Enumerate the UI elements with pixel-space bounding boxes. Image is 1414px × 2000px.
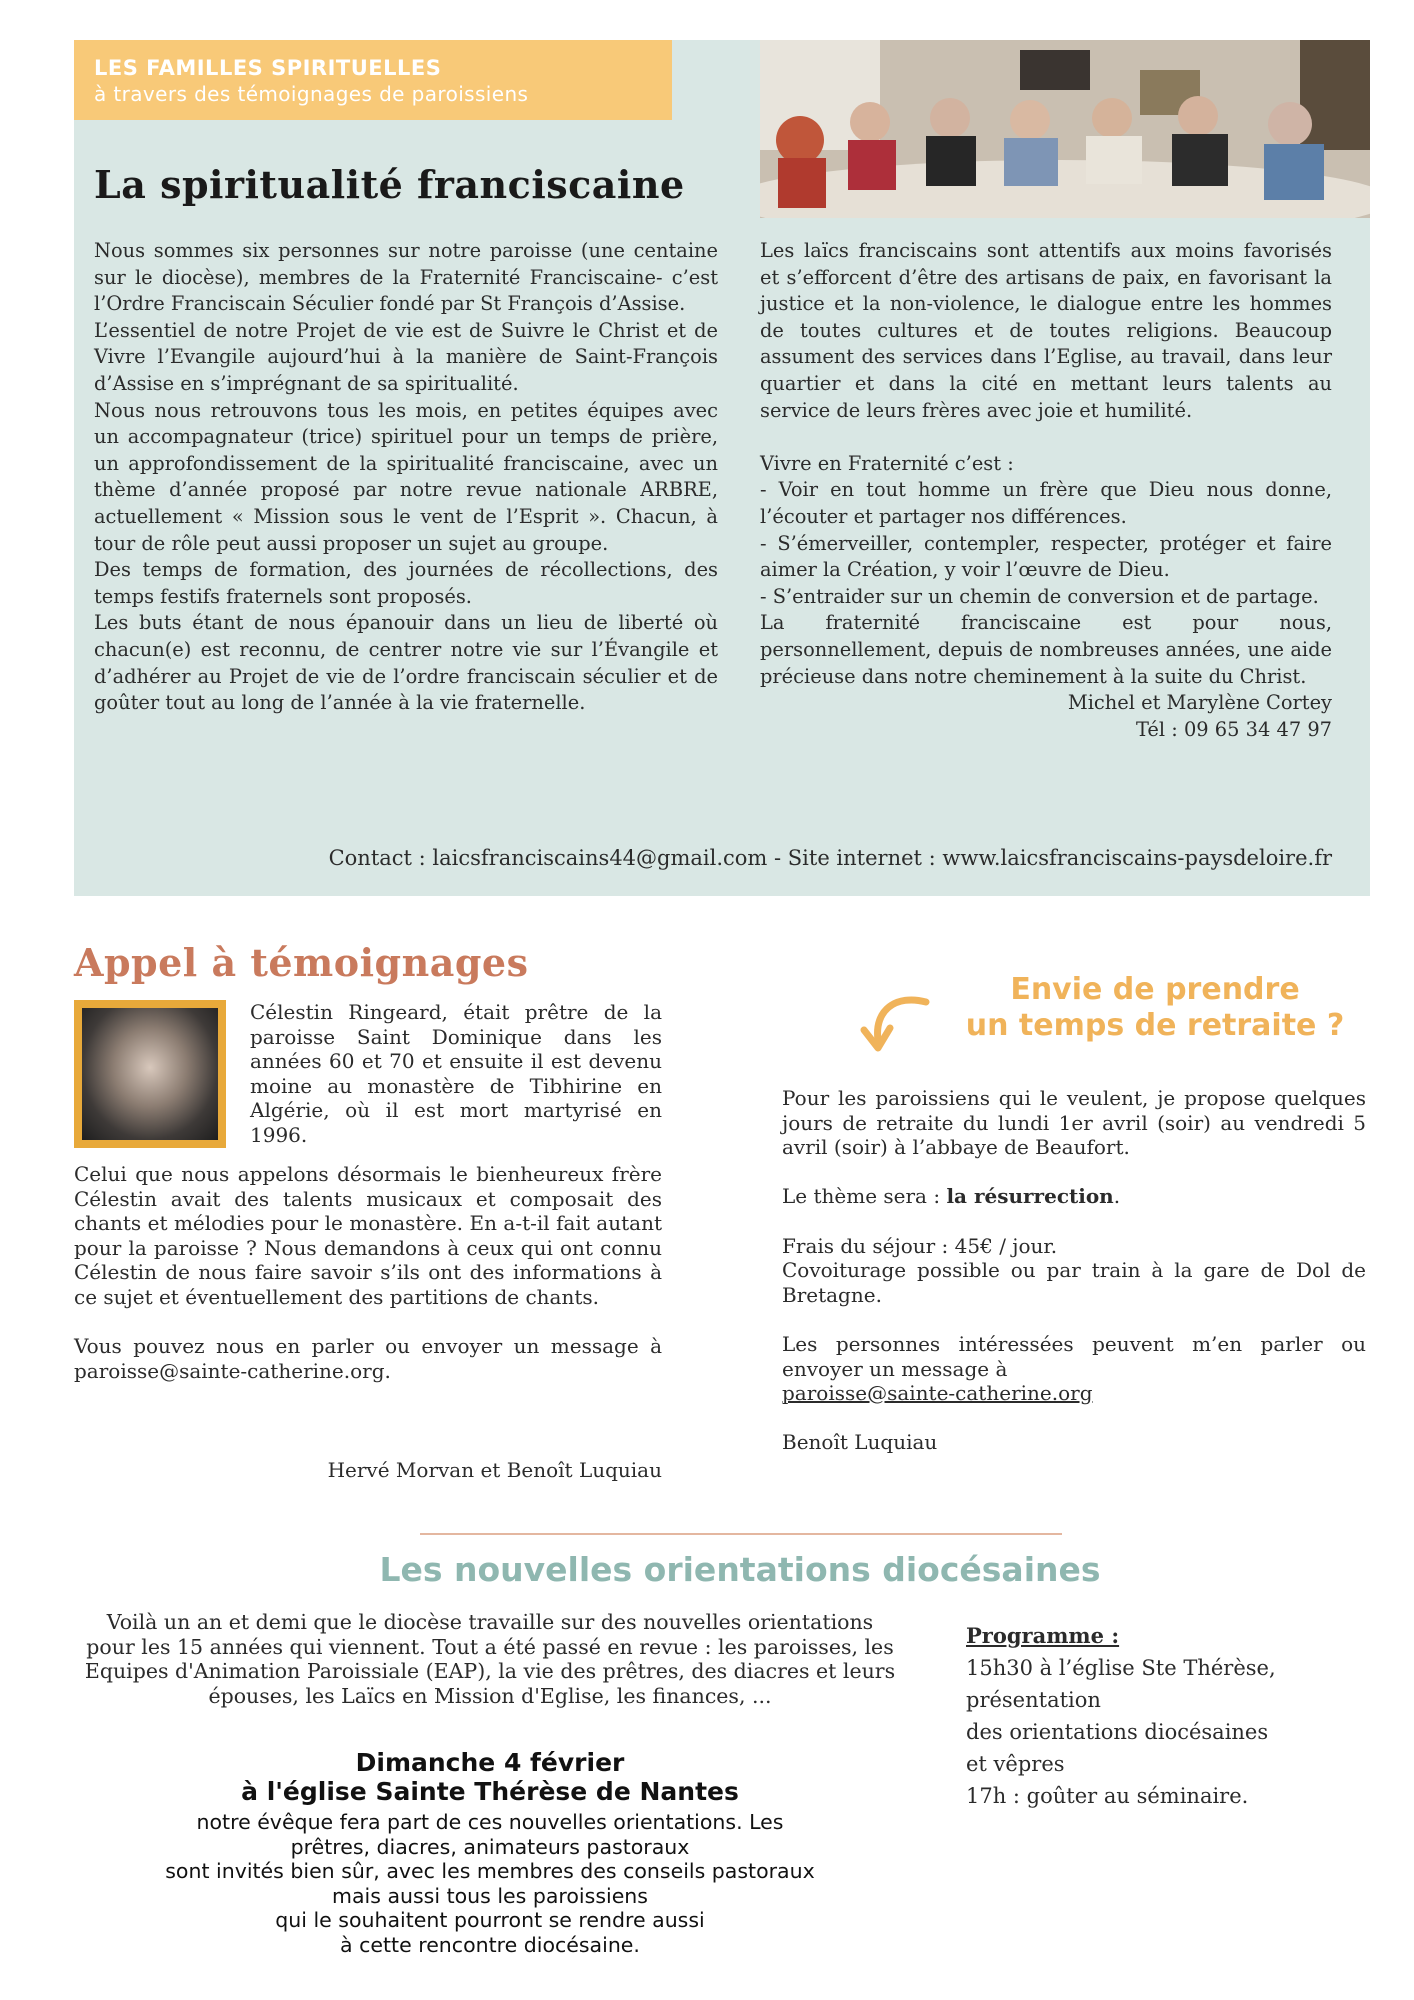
- retraite-body: [782, 1086, 1366, 1455]
- text-line: prêtres, diacres, animateurs pastoraux: [290, 1834, 690, 1859]
- transport-line: Covoiturage possible ou par train à la gare de Dol de Bretagne.: [782, 1258, 1366, 1307]
- event-date: [80, 1748, 900, 1806]
- event-date-line: Dimanche 4 février: [355, 1748, 625, 1777]
- list-item: - S’émerveiller, contempler, respecter, protéger et faire aimer la Création, y voir l’œuvre de Dieu.: [760, 531, 1332, 582]
- spacer: [782, 1160, 1366, 1185]
- franciscan-left-column: [94, 238, 718, 717]
- theme-line: [782, 1184, 1366, 1209]
- banner-subtitle: à travers des témoignages de paroissiens: [94, 82, 529, 106]
- group-photo: [760, 40, 1370, 218]
- section-divider: [420, 1533, 1062, 1535]
- retraite-title-line: Envie de prendre: [1010, 972, 1300, 1007]
- price-line: Frais du séjour : 45€ / jour.: [782, 1233, 1058, 1258]
- event-place-line: à l'église Sainte Thérèse de Nantes: [241, 1777, 739, 1806]
- text-line: sont invités bien sûr, avec les membres des conseils pastoraux: [165, 1859, 815, 1883]
- spacer: [782, 1406, 1366, 1431]
- programme-line: 17h : goûter au séminaire.: [966, 1784, 1249, 1808]
- paragraph: Nous nous retrouvons tous les mois, en petites équipes avec un accompagnateur (trice) spirituel pour un temps de prière, un approfondissement de la spiritualité franciscaine, avec un thème d’année proposé par notre revue nationale ARBRE, actuellement « Mission sous le vent de l’Esprit ». Chacun, à tour de rôle peut aussi proposer un sujet au groupe.: [94, 398, 718, 555]
- text-line: notre évêque fera part de ces nouvelles orientations. Les: [196, 1810, 784, 1834]
- paragraph: Vous pouvez nous en parler ou envoyer un message à paroisse@sainte-catherine.org.: [74, 1334, 662, 1383]
- paragraph: Les personnes intéressées peuvent m’en parler ou envoyer un message à: [782, 1331, 1366, 1381]
- text-line: à cette rencontre diocésaine.: [340, 1932, 640, 1957]
- text-line: qui le souhaitent pourront se rendre aussi: [275, 1908, 705, 1932]
- paragraph: Les laïcs franciscains sont attentifs aux moins favorisés et s’efforcent d’être des artisans de paix, en favorisant la justice et la non-violence, le dialogue entre les hommes de toutes cultures et de toutes religions. Beaucoup assument des services dans l’Eglise, au travail, dans leur quartier et dans la cité en mettant leurs talents au service de leurs frères avec joie et humilité.: [760, 239, 1332, 422]
- appel-signature: Hervé Morvan et Benoît Luquiau: [327, 1458, 662, 1482]
- retraite-title: [940, 972, 1370, 1044]
- paragraph: La fraternité franciscaine est pour nous, personnellement, depuis de nombreuses années, une aide précieuse dans notre cheminement à la suite du Christ.: [760, 611, 1332, 688]
- email-link[interactable]: paroisse@sainte-catherine.org: [782, 1381, 1093, 1406]
- programme-line: des orientations diocésaines: [966, 1720, 1269, 1744]
- paragraph: Nous sommes six personnes sur notre paroisse (une centaine sur le diocèse), membres de la Fraternité Franciscaine- c’est l’Ordre Franciscain Séculier fondé par St François d’Assise.: [94, 239, 718, 316]
- portrait-image: [82, 1008, 218, 1140]
- list-item: - S’entraider sur un chemin de conversion et de partage.: [760, 584, 1319, 608]
- programme-line: présentation: [966, 1688, 1101, 1712]
- programme-line: 15h30 à l’église Ste Thérèse,: [966, 1656, 1276, 1680]
- orientations-intro: Voilà un an et demi que le diocèse travaille sur des nouvelles orientations pour les 15 années qui viennent. Tout a été passé en revue : les paroisses, les Equipes d'Animation Paroissiale (EAP), la vie des prêtres, des diacres et leurs épouses, les Laïcs en Mission d'Eglise, les finances, ...: [84, 1610, 896, 1708]
- theme-value: la résurrection: [946, 1184, 1114, 1209]
- appel-title: Appel à témoignages: [74, 940, 529, 985]
- phone-number: Tél : 09 65 34 47 97: [1136, 717, 1332, 741]
- section-title: La spiritualité franciscaine: [94, 162, 685, 207]
- text-line: mais aussi tous les paroissiens: [332, 1883, 648, 1908]
- section-banner: [74, 40, 672, 120]
- spacer: [782, 1307, 1366, 1332]
- signature: Michel et Marylène Cortey: [1067, 691, 1332, 715]
- programme-line: et vêpres: [966, 1752, 1065, 1776]
- paragraph: Des temps de formation, des journées de récollections, des temps festifs fraternels sont proposés.: [94, 558, 718, 608]
- programme-box: [966, 1620, 1326, 1812]
- franciscan-right-column: [760, 238, 1332, 743]
- banner-title: LES FAMILLES SPIRITUELLES: [94, 56, 442, 80]
- curved-arrow-icon: [860, 992, 932, 1054]
- spacer: [782, 1209, 1366, 1234]
- appel-body: [74, 1162, 662, 1383]
- programme-heading: Programme :: [966, 1623, 1120, 1648]
- theme-prefix: Le thème sera :: [782, 1184, 947, 1209]
- retraite-title-line: un temps de retraite ?: [965, 1008, 1345, 1043]
- signature: Benoît Luquiau: [782, 1430, 938, 1455]
- portrait-photo: [74, 1000, 226, 1148]
- paragraph: Les buts étant de nous épanouir dans un lieu de liberté où chacun(e) est reconnu, de centrer notre vie sur l’Évangile et d’adhérer au Projet de vie de l’ordre franciscain séculier et de goûter tout au long de l’année à la vie fraternelle.: [94, 611, 718, 715]
- orientations-text: [60, 1810, 920, 1957]
- theme-suffix: .: [1113, 1184, 1121, 1209]
- paragraph: L’essentiel de notre Projet de vie est de Suivre le Christ et de Vivre l’Evangile aujourd’hui à la manière de Saint-François d’Assise en s’imprégnant de sa spiritualité.: [94, 318, 718, 395]
- appel-intro-text: Célestin Ringeard, était prêtre de la paroisse Saint Dominique dans les années 60 et 70 et ensuite il est devenu moine au monastère de Tibhirine en Algérie, où il est mort martyrisé en 1996.: [250, 1000, 662, 1147]
- contact-line: Contact : laicsfranciscains44@gmail.com - Site internet : www.laicsfranciscains-paysdeloire.fr: [328, 846, 1332, 870]
- paragraph: Celui que nous appelons désormais le bienheureux frère Célestin avait des talents musicaux et composait des chants et mélodies pour le monastère. En a-t-il fait autant pour la paroisse ? Nous demandons à ceux qui ont connu Célestin de nous faire savoir s’ils ont des informations à ce sujet et éventuellement des partitions de chants.: [74, 1162, 662, 1309]
- list-intro: Vivre en Fraternité c’est :: [760, 451, 1014, 475]
- group-photo-image: [760, 40, 1370, 218]
- orientations-title: Les nouvelles orientations diocésaines: [379, 1550, 1101, 1589]
- spacer: [760, 424, 1332, 451]
- paragraph: Pour les paroissiens qui le veulent, je propose quelques jours de retraite du lundi 1er avril (soir) au vendredi 5 avril (soir) à l’abbaye de Beaufort.: [782, 1086, 1366, 1160]
- spacer: [74, 1310, 662, 1335]
- list-item: - Voir en tout homme un frère que Dieu nous donne, l’écouter et partager nos différences.: [760, 478, 1332, 528]
